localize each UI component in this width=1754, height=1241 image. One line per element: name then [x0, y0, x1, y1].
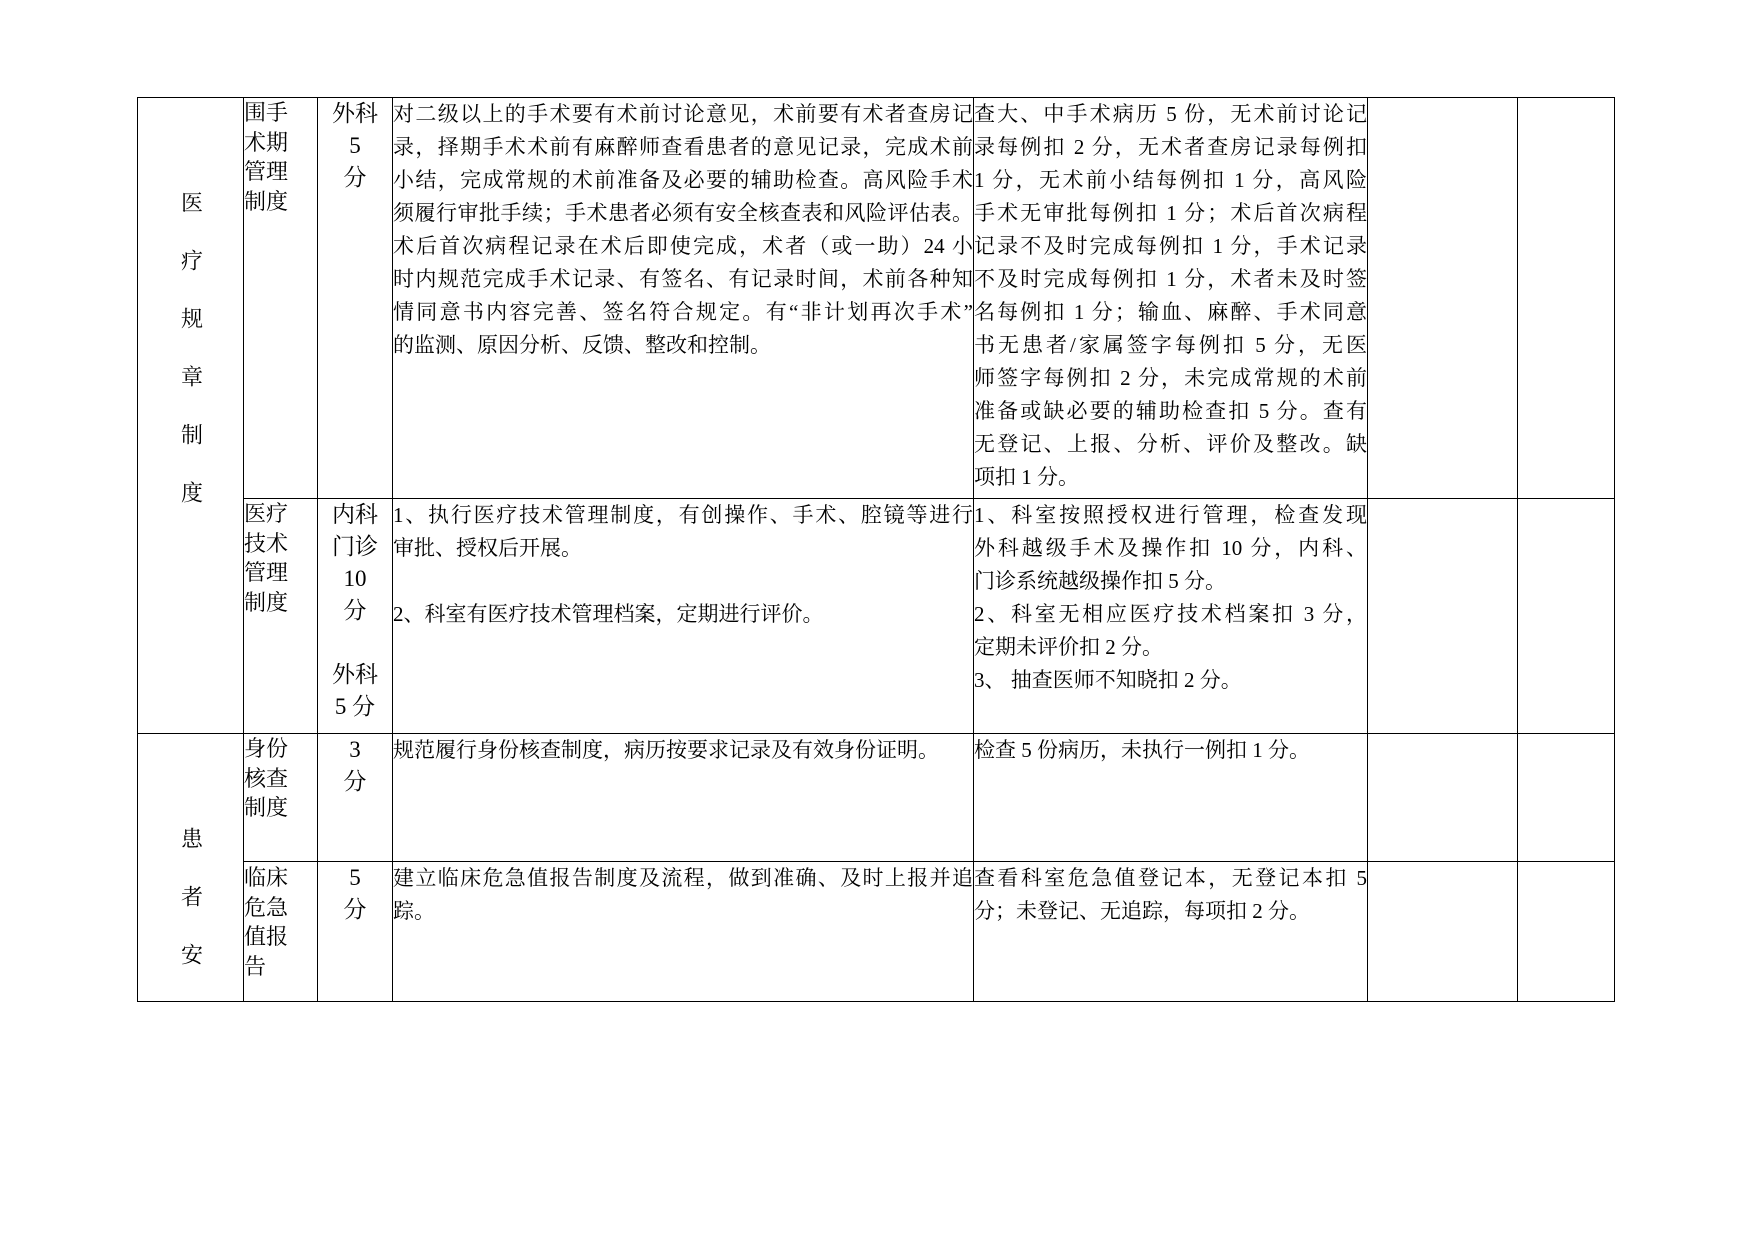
scoring-line: 外科越级手术及操作扣 10 分，内科、: [974, 536, 1367, 560]
item-cell: [244, 499, 318, 734]
points-line: 内科: [332, 502, 378, 527]
requirement-line: 建立临床危急值报告制度及流程，做到准确、及时上报并追: [393, 866, 973, 890]
requirement-line: 规范履行身份核查制度，病历按要求记录及有效身份证明。: [393, 738, 939, 762]
scoring-line: 查大、中手术病历 5 份，无术前讨论记: [974, 102, 1367, 126]
blank-cell: [1368, 98, 1518, 499]
points-line: 3: [349, 737, 361, 762]
item-line: 术期: [244, 129, 289, 155]
points-cell: [318, 862, 393, 1002]
table-row: [138, 862, 1615, 1002]
requirement-line: 审批、授权后开展。: [393, 536, 582, 560]
points-cell: [318, 98, 393, 499]
item-line: 身份: [244, 736, 289, 761]
requirement-line: 须履行审批手续；手术患者必须有安全核查表和风险评估表。: [393, 201, 973, 225]
scoring-line: 定期未评价扣 2 分。: [974, 635, 1163, 659]
points-line: 外科: [332, 662, 378, 687]
scoring-line: 项扣 1 分。: [974, 465, 1079, 489]
item-cell: [244, 862, 318, 1002]
requirement-line: 2、科室有医疗技术管理档案，定期进行评价。: [393, 602, 824, 626]
item-line: 医疗: [244, 501, 289, 526]
category-cell: [138, 98, 244, 734]
requirement-cell: [393, 862, 974, 1002]
points-line: 5 分: [334, 694, 376, 719]
scoring-line: 3、 抽查医师不知晓扣 2 分。: [974, 668, 1242, 692]
item-line: 管理: [244, 159, 289, 184]
requirement-line: 1、执行医疗技术管理制度，有创操作、手术、腔镜等进行: [393, 503, 973, 527]
points-line: 门诊: [332, 534, 378, 559]
item-line: 值报: [244, 924, 289, 949]
points-cell: [318, 499, 393, 734]
scoring-cell: [974, 862, 1368, 1002]
table-row: [138, 499, 1615, 734]
blank-cell: [1518, 734, 1615, 862]
item-line: 制度: [244, 589, 289, 615]
blank-cell: [1368, 862, 1518, 1002]
scoring-line: 查看科室危急值登记本，无登记本扣 5: [974, 866, 1367, 890]
item-cell: [244, 734, 318, 862]
points-line: 分: [343, 598, 367, 623]
scoring-line: 无登记、上报、分析、评价及整改。缺: [974, 432, 1367, 456]
scoring-line: 2、科室无相应医疗技术档案扣 3 分，: [974, 602, 1367, 626]
blank-cell: [1368, 734, 1518, 862]
requirement-line: 情同意书内容完善、签名符合规定。有“非计划再次手术”: [393, 300, 973, 324]
item-line: 告: [244, 953, 267, 979]
item-line: 制度: [244, 795, 289, 820]
item-line: 制度: [244, 188, 289, 214]
scoring-line: 不及时完成每例扣 1 分，术者未及时签: [974, 267, 1367, 291]
points-line: 外科: [332, 101, 378, 126]
requirement-cell: [393, 499, 974, 734]
points-line: 5: [349, 865, 361, 890]
evaluation-table: [137, 97, 1615, 1002]
scoring-line: 1、科室按照授权进行管理，检查发现: [974, 503, 1367, 527]
item-line: 临床: [244, 865, 289, 890]
category-label: 医疗规章制度: [178, 191, 204, 539]
scoring-line: 手术无审批每例扣 1 分；术后首次病程: [974, 201, 1367, 225]
item-line: 管理: [244, 560, 289, 585]
requirement-line: 小结，完成常规的术前准备及必要的辅助检查。高风险手术: [393, 168, 973, 192]
scoring-line: 师签字每例扣 2 分，未完成常规的术前: [974, 366, 1367, 390]
requirement-line: 时内规范完成手术记录、有签名、有记录时间，术前各种知: [393, 267, 973, 291]
requirement-line: 对二级以上的手术要有术前讨论意见，术前要有术者查房记: [393, 102, 973, 126]
scoring-cell: [974, 499, 1368, 734]
scoring-line: 检查 5 份病历，未执行一例扣 1 分。: [974, 738, 1310, 762]
points-cell: [318, 734, 393, 862]
scoring-line: 记录不及时完成每例扣 1 分，手术记录: [974, 234, 1367, 258]
points-line: 5: [349, 133, 361, 158]
blank-cell: [1368, 499, 1518, 734]
item-line: 技术: [244, 530, 289, 556]
scoring-cell: [974, 734, 1368, 862]
scoring-line: 录每例扣 2 分，无术者查房记录每例扣: [974, 135, 1367, 159]
requirement-line: 录，择期手术术前有麻醉师查看患者的意见记录，完成术前: [393, 135, 973, 159]
category-cell: [138, 734, 244, 1002]
table-row: [138, 98, 1615, 499]
requirement-line: 踪。: [393, 899, 435, 923]
category-label: 患者安: [178, 827, 204, 1001]
requirement-cell: [393, 734, 974, 862]
item-line: 核查: [244, 765, 289, 791]
points-line: 分: [343, 769, 367, 794]
requirement-cell: [393, 98, 974, 499]
points-line: 10: [343, 566, 367, 591]
item-line: 危急: [244, 894, 289, 920]
scoring-line: 门诊系统越级操作扣 5 分。: [974, 569, 1226, 593]
scoring-line: 分；未登记、无追踪，每项扣 2 分。: [974, 899, 1310, 923]
points-line: 分: [343, 165, 367, 190]
requirement-line: 的监测、原因分析、反馈、整改和控制。: [393, 333, 771, 357]
scoring-cell: [974, 98, 1368, 499]
requirement-line: 术后首次病程记录在术后即使完成，术者（或一助）24 小: [393, 234, 973, 258]
item-cell: [244, 98, 318, 499]
table-row: [138, 734, 1615, 862]
blank-cell: [1518, 98, 1615, 499]
blank-cell: [1518, 499, 1615, 734]
scoring-line: 名每例扣 1 分；输血、麻醉、手术同意: [974, 300, 1367, 324]
blank-cell: [1518, 862, 1615, 1002]
scoring-line: 准备或缺必要的辅助检查扣 5 分。查有: [974, 399, 1367, 423]
scoring-line: 1 分，无术前小结每例扣 1 分，高风险: [974, 168, 1367, 192]
points-line: 分: [343, 897, 367, 922]
item-line: 围手: [244, 100, 289, 125]
scoring-line: 书无患者/家属签字每例扣 5 分，无医: [974, 333, 1367, 357]
